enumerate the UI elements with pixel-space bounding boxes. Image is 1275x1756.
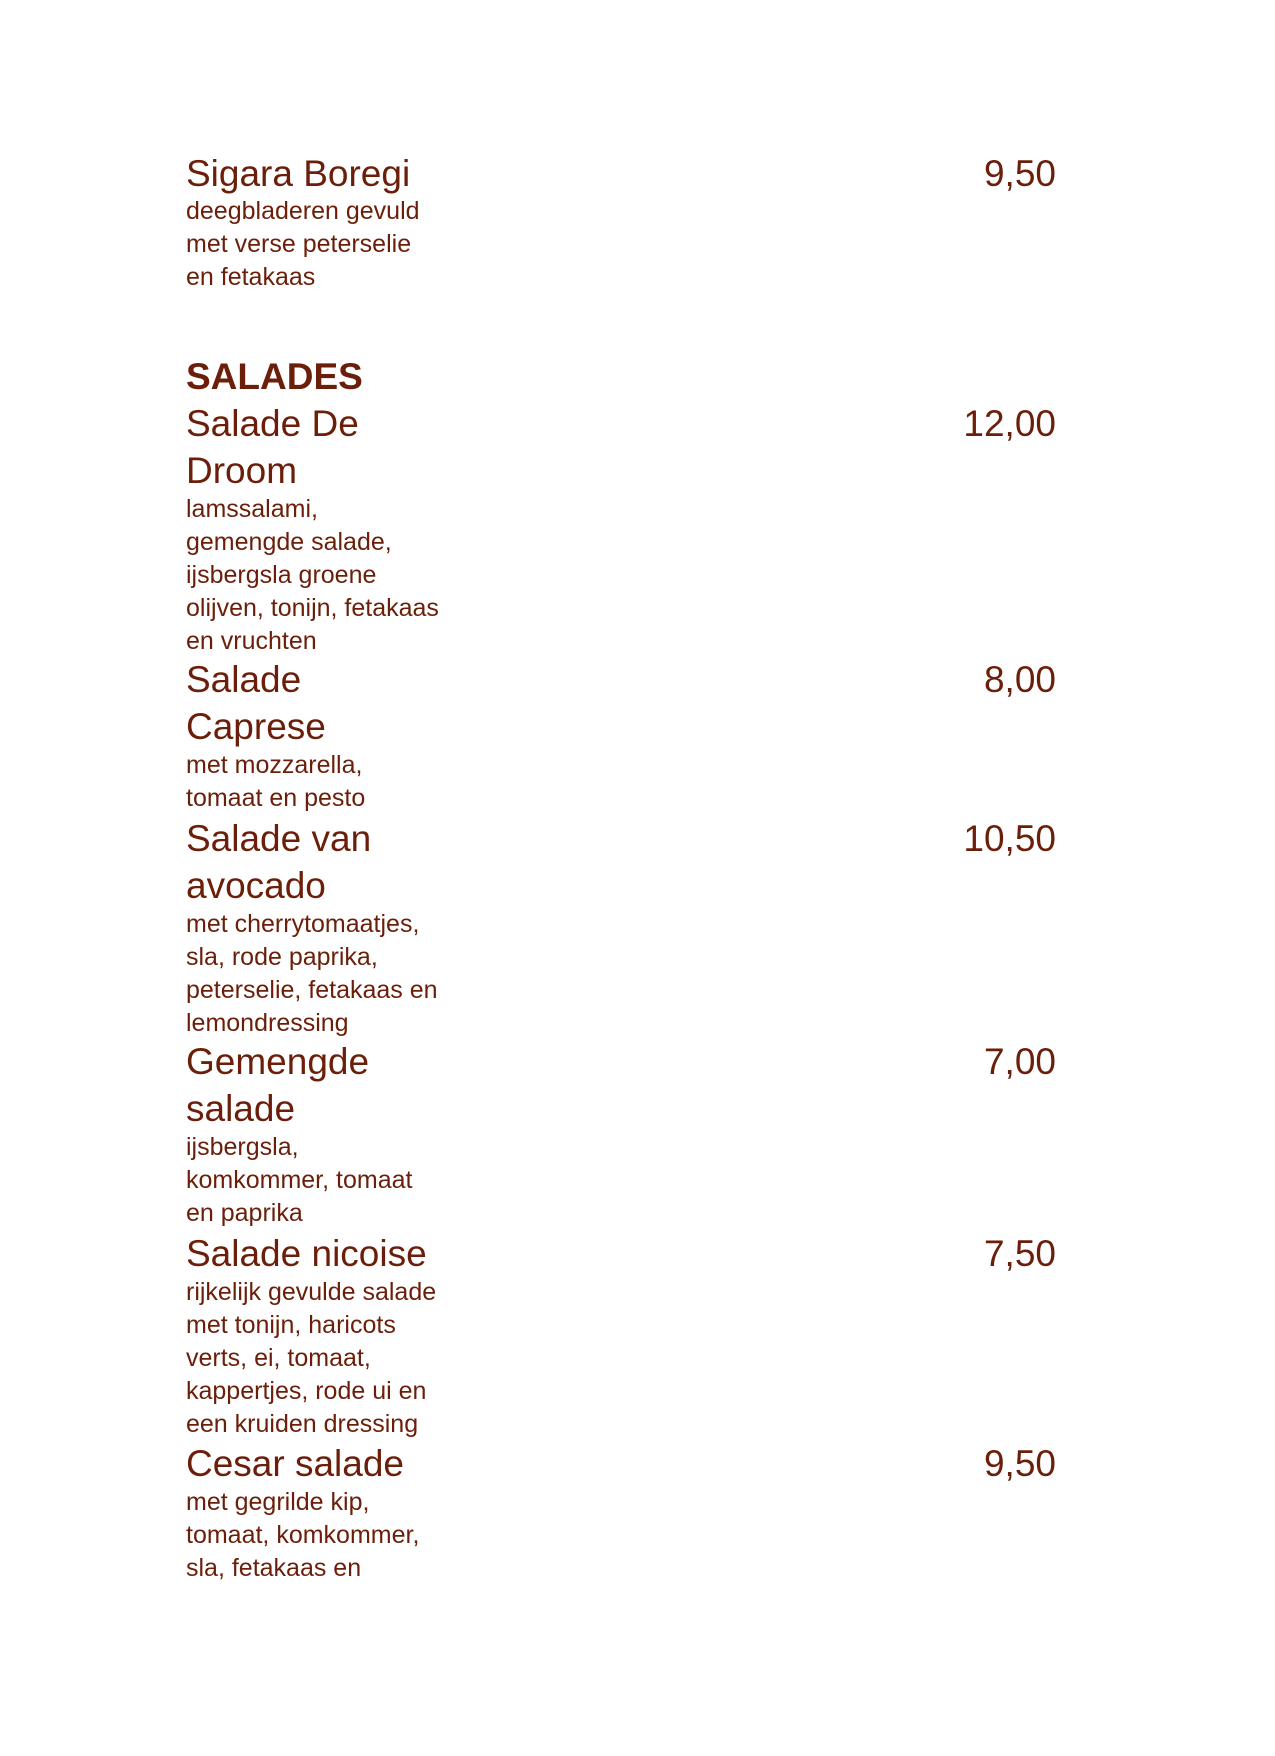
dish-name: Cesar salade <box>186 1443 405 1484</box>
dish-description: met mozzarella, tomaat en pesto <box>186 751 366 812</box>
dish-description: ijsbergsla, komkommer, tomaat en paprika <box>186 1133 413 1227</box>
dish-description: met gegrilde kip, tomaat, komkommer, sla, fetakaas en <box>186 1488 420 1582</box>
dish-description: lamssalami, gemengde salade, ijsbergsla groene olijven, tonijn, fetakaas en vruchten <box>186 495 439 655</box>
dish-price: 7,50 <box>983 1233 1056 1274</box>
dish-name: Sigara Boregi <box>186 153 411 194</box>
dish-description: met cherrytomaatjes, sla, rode paprika, peterselie, fetakaas en lemondressing <box>186 910 438 1037</box>
dish-price: 9,50 <box>983 1443 1056 1484</box>
dish-price: 10,50 <box>963 818 1056 859</box>
dish-description: rijkelijk gevulde salade met tonijn, haricots verts, ei, tomaat, kappertjes, rode ui en een kruiden dressing <box>186 1278 437 1438</box>
dish-name: Salade van avocado <box>186 818 372 906</box>
section-heading-salades: SALADES <box>186 356 363 397</box>
dish-price: 8,00 <box>983 659 1056 700</box>
dish-description: deegbladeren gevuld met verse peterselie en fetakaas <box>186 197 420 291</box>
dish-name: Salade De Droom <box>186 403 359 491</box>
dish-price: 9,50 <box>983 153 1056 194</box>
dish-price: 7,00 <box>983 1041 1056 1082</box>
dish-name: Salade Caprese <box>186 659 326 747</box>
dish-price: 12,00 <box>963 403 1056 444</box>
dish-name: Salade nicoise <box>186 1233 427 1274</box>
dish-name: Gemengde salade <box>186 1041 370 1129</box>
